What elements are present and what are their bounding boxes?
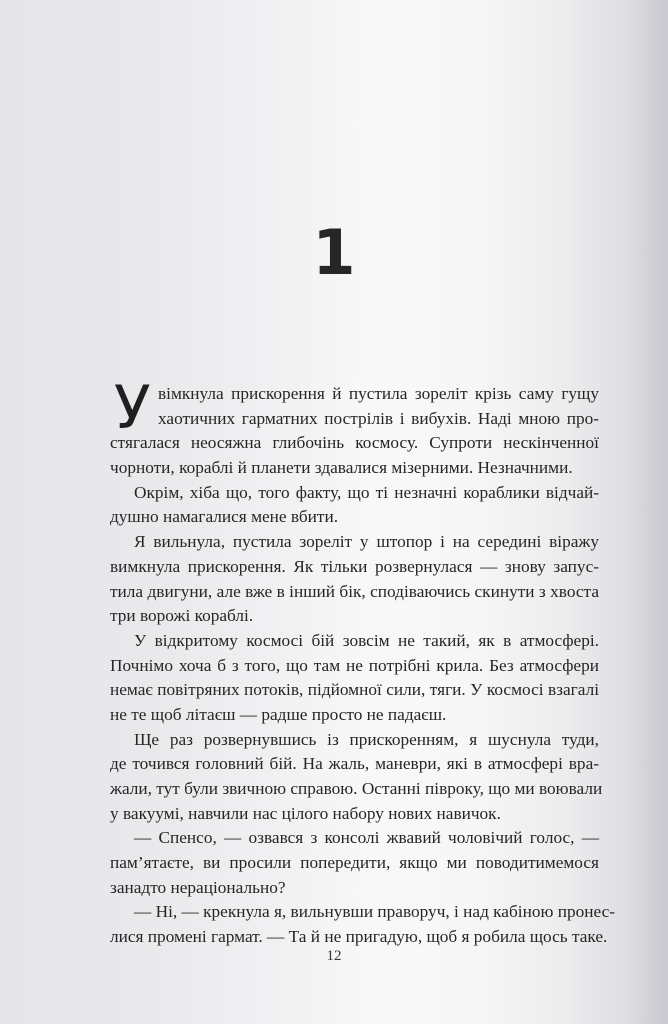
text-line: хаотичних гарматних пострілів і вибухів. Наді мною про- [158,408,599,428]
text-line: — Ні, — крекнула я, вильнувши праворуч, і над кабіною пронес- [134,902,615,922]
text-line: чорноти, кораблі й планети здавалися мізерними. Незначними. [110,458,573,478]
chapter-body-text [110,373,615,950]
text-line: У відкритому космосі бій зовсім не такий, як в атмосфері. [134,630,599,650]
text-line: душно намагалися мене вбити. [110,507,339,527]
text-line: Почнімо хоча б з того, що там не потрібні крила. Без атмосфери [110,655,599,675]
drop-cap-letter: У [114,373,151,443]
text-line: тила двигуни, але вже в інший бік, сподіваючись скинути з хвоста [110,581,599,601]
text-line: стягалася неосяжна глибочінь космосу. Супроти нескінченної [110,433,599,453]
text-line: Я вильнула, пустила зореліт у штопор і на середині віражу [134,532,599,552]
text-line: занадто нераціонально? [110,877,286,897]
text-line: жали, тут були звичною справою. Останні півроку, що ми воювали [110,779,603,798]
text-line: немає повітряних потоків, підйомної сили, тяги. У космосі взагалі [110,680,599,700]
text-line: пам’ятаєте, ви просили попередити, якщо ми поводитимемося [110,853,599,873]
text-line: не те щоб літаєш — радше просто не падаєш. [110,704,447,724]
text-line: Окрім, хіба що, того факту, що ті незначні кораблики відчай- [134,482,599,502]
text-line: вимкнула прискорення. Як тільки розвернулася — знову запус- [110,556,599,576]
chapter-number: 1 [312,216,356,289]
text-line: вімкнула прискорення й пустила зореліт крізь саму гущу [158,384,599,403]
text-line: три ворожі кораблі. [110,606,254,626]
text-line: Ще раз розвернувшись із прискоренням, я шуснула туди, [134,729,599,749]
text-line: де точився головний бій. На жаль, маневри, які в атмосфері вра- [110,754,599,774]
text-line: — Спенсо, — озвався з консолі жвавий чоловічий голос, — [134,828,599,848]
text-line: лися промені гармат. — Та й не пригадую, щоб я робила щось таке. [110,927,608,947]
page-number: 12 [326,948,342,964]
text-line: у вакуумі, навчили нас цілого набору нових навичок. [110,803,501,823]
